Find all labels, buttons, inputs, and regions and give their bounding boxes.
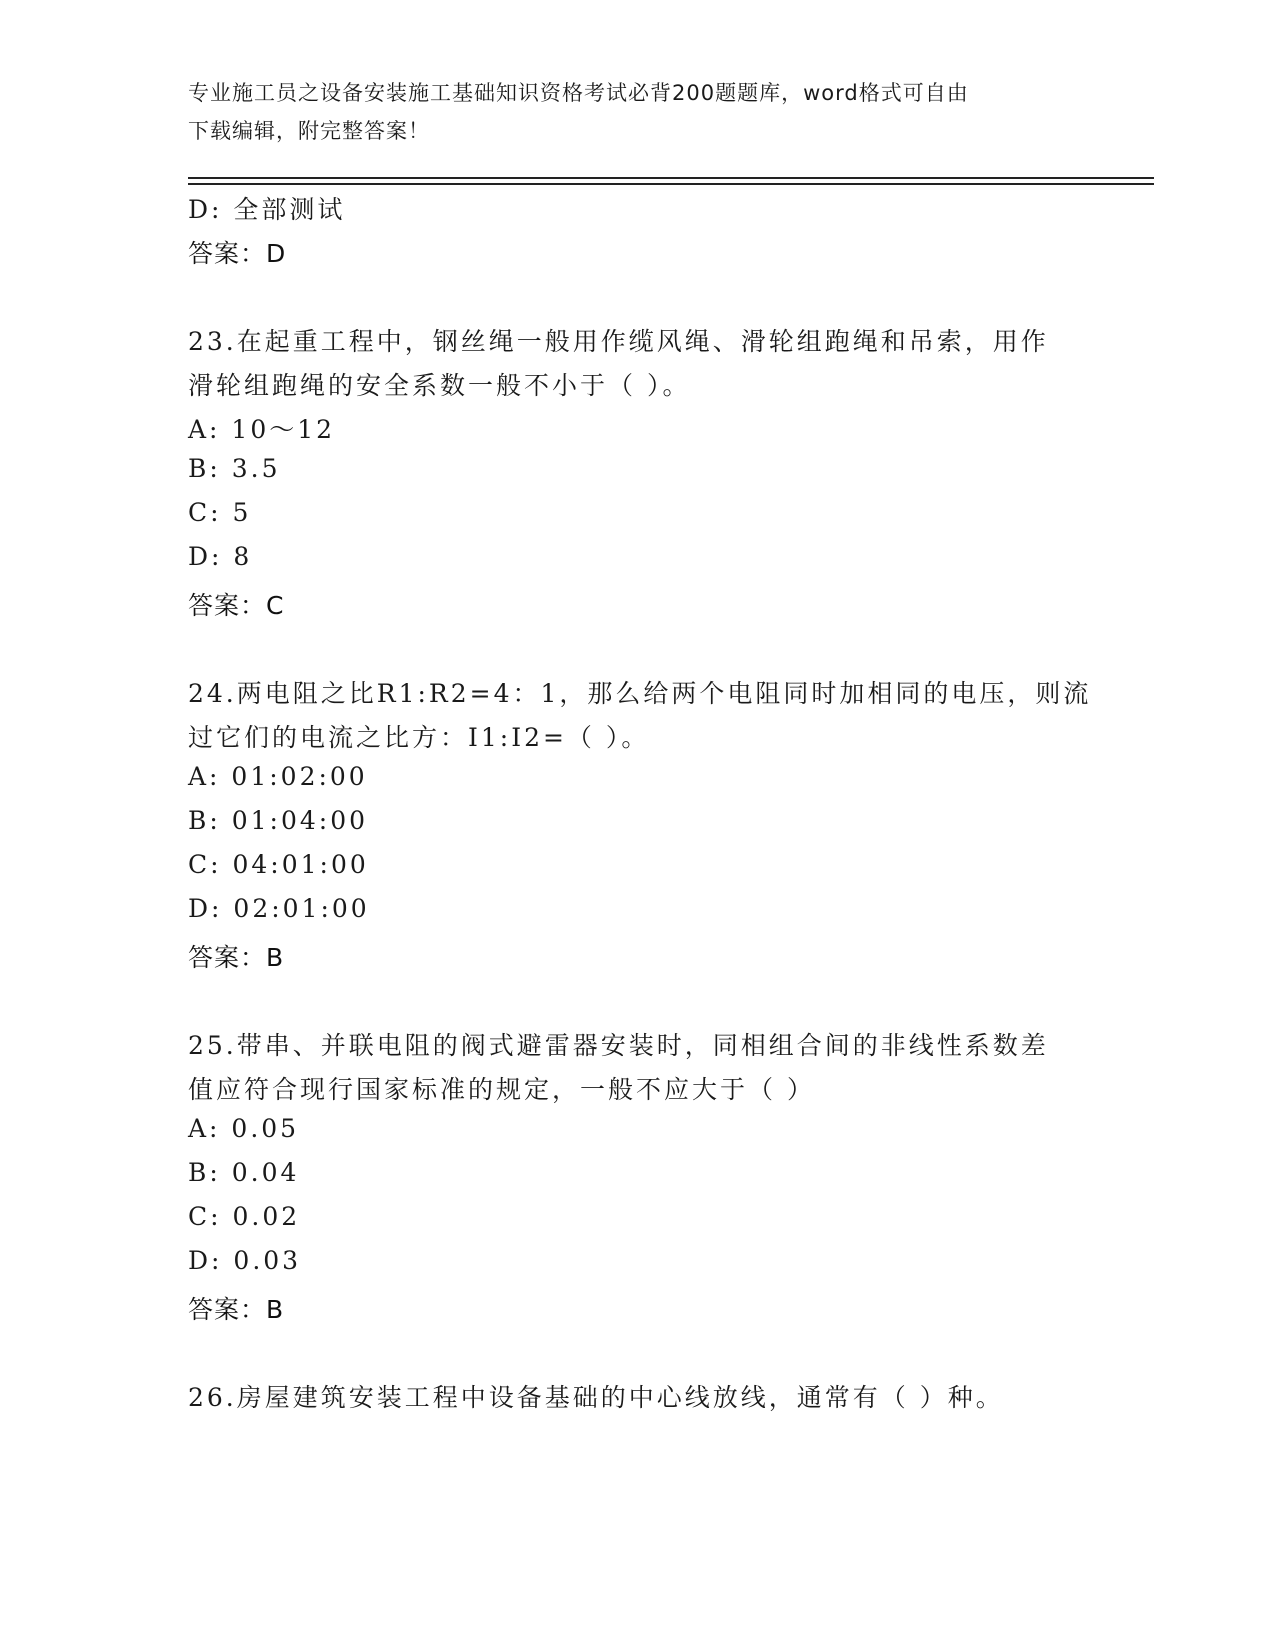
prev-answer: 答案：D (188, 239, 287, 268)
q24-option-c: C: 04:01:00 (188, 850, 369, 879)
q23-option-b: B: 3.5 (188, 454, 281, 483)
q26-stem-line-1: 26.房屋建筑安装工程中设备基础的中心线放线，通常有（ ）种。 (188, 1383, 1004, 1412)
q23-option-c: C: 5 (188, 498, 252, 527)
q23-stem-line-2: 滑轮组跑绳的安全系数一般不小于（ ）。 (188, 371, 691, 400)
q24-stem-line-2: 过它们的电流之比方：I1:I2=（ ）。 (188, 723, 650, 752)
q23-option-d: D: 8 (188, 542, 253, 571)
q23-answer: 答案：C (188, 591, 285, 620)
q25-option-d: D: 0.03 (188, 1246, 302, 1275)
q25-option-b: B: 0.04 (188, 1158, 300, 1187)
q23-stem-line-1: 23.在起重工程中，钢丝绳一般用作缆风绳、滑轮组跑绳和吊索，用作 (188, 327, 1049, 356)
page-header (188, 74, 1088, 150)
header-line-1: 专业施工员之设备安装施工基础知识资格考试必背200题题库，word格式可自由 (188, 81, 969, 105)
q25-option-a: A: 0.05 (188, 1114, 300, 1143)
prev-option-d: D: 全部测试 (188, 195, 346, 224)
q25-stem-line-1: 25.带串、并联电阻的阀式避雷器安装时，同相组合间的非线性系数差 (188, 1031, 1049, 1060)
q25-stem-line-2: 值应符合现行国家标准的规定，一般不应大于（ ） (188, 1075, 815, 1104)
q23-option-a: A: 10～12 (188, 415, 336, 444)
q24-option-a: A: 01:02:00 (188, 762, 368, 791)
header-rule-top (188, 177, 1154, 179)
q24-answer: 答案：B (188, 943, 285, 972)
q24-stem-line-1: 24.两电阻之比R1:R2=4：1，那么给两个电阻同时加相同的电压，则流 (188, 679, 1092, 708)
q24-option-b: B: 01:04:00 (188, 806, 369, 835)
q24-option-d: D: 02:01:00 (188, 894, 370, 923)
q25-answer: 答案：B (188, 1295, 285, 1324)
header-line-2: 下载编辑，附完整答案！ (188, 119, 430, 143)
q25-option-c: C: 0.02 (188, 1202, 301, 1231)
header-rule-bottom (188, 183, 1154, 185)
